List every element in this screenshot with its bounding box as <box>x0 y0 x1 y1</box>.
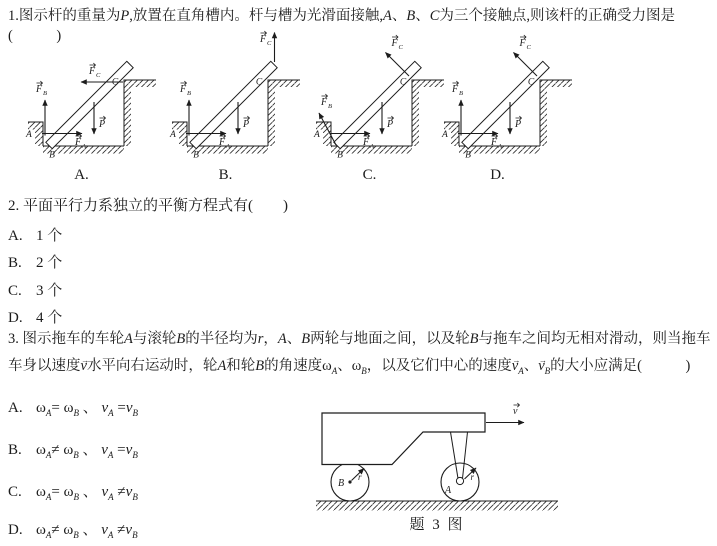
figure-option-label: D. <box>490 167 505 183</box>
groove-rod-figure <box>24 30 159 161</box>
svg-text:F: F <box>36 84 43 95</box>
figure-caption: 题 3 图 <box>409 517 465 533</box>
figure-option-label: B. <box>218 167 233 183</box>
groove-rod-figure <box>440 30 575 161</box>
svg-text:F: F <box>321 97 328 108</box>
svg-text:B: B <box>43 90 47 97</box>
svg-text:F: F <box>260 34 267 45</box>
svg-text:A: A <box>226 143 230 150</box>
svg-text:B: B <box>187 90 191 97</box>
option-label: C. <box>8 484 22 500</box>
svg-text:C: C <box>96 72 101 79</box>
option-label: B. <box>8 255 22 272</box>
q2-option-c <box>8 279 62 300</box>
option-math: $\omega_A\ne \omega_B$ 、 $v_A \ne v_B$ <box>36 522 138 540</box>
svg-text:B: B <box>459 90 463 97</box>
svg-text:B: B <box>465 150 471 161</box>
svg-text:B: B <box>338 478 345 489</box>
svg-text:F: F <box>363 137 370 148</box>
option-label: C. <box>8 282 22 299</box>
svg-text:B: B <box>328 103 332 110</box>
svg-text:F: F <box>180 84 187 95</box>
q2-option-d <box>8 306 62 327</box>
option-label: A. <box>8 228 23 244</box>
svg-text:F: F <box>219 137 226 148</box>
trailer-figure <box>312 400 562 514</box>
svg-text:A: A <box>442 130 448 140</box>
svg-text:C: C <box>111 77 119 88</box>
option-label: D. <box>8 522 23 538</box>
svg-text:r: r <box>470 472 475 482</box>
force-diagram-d <box>440 30 575 184</box>
force-diagram-b <box>168 30 303 184</box>
q3-option-b <box>8 438 138 459</box>
svg-text:C: C <box>267 40 272 47</box>
svg-text:A: A <box>445 485 452 496</box>
figure-option-label: C. <box>362 167 377 183</box>
svg-text:v: v <box>513 406 518 417</box>
svg-text:B: B <box>337 150 343 161</box>
svg-text:C: C <box>526 44 531 51</box>
question-3-text: 3. 图示拖车的车轮A与滚轮B的半径均为r，A、B两轮与地面之间，以及轮B与拖车之间均无相对滑动，则当拖车车身以速度→ v水平向右运动时，轮A和轮B的角速度$\omega_A$、$\omega_B$，以及它们中心的速度→ $v_A$、→ $v_B$的大小应满足( ) <box>8 326 715 380</box>
svg-text:P: P <box>387 119 394 130</box>
question-3-figure <box>312 400 562 514</box>
option-text: 1 个 <box>36 228 63 244</box>
svg-text:C: C <box>398 44 403 51</box>
svg-text:A: A <box>314 130 320 140</box>
option-math: $\omega_A= \omega_B$ 、 $v_A =v_B$ <box>36 400 139 418</box>
option-text: 4 个 <box>36 310 63 327</box>
svg-text:F: F <box>391 38 398 49</box>
question-1-figures <box>0 30 717 190</box>
svg-text:B: B <box>193 150 199 161</box>
svg-text:B: B <box>49 150 55 161</box>
svg-text:P: P <box>515 119 522 130</box>
q2-option-a <box>8 224 62 245</box>
force-diagram-c <box>312 30 447 184</box>
force-diagram-a <box>24 30 159 184</box>
question-2 <box>8 196 368 331</box>
question-3-options <box>8 396 308 546</box>
svg-text:F: F <box>519 38 526 49</box>
groove-rod-figure <box>312 30 447 161</box>
svg-text:C: C <box>399 77 407 88</box>
svg-text:F: F <box>491 137 498 148</box>
option-text: 3 个 <box>36 282 63 299</box>
svg-text:F: F <box>452 84 459 95</box>
svg-text:A: A <box>26 130 32 140</box>
svg-text:A: A <box>498 143 502 150</box>
svg-text:r: r <box>358 472 362 482</box>
svg-text:F: F <box>75 137 82 148</box>
option-math: $\omega_A= \omega_B$ 、 $v_A \ne v_B$ <box>36 484 138 502</box>
groove-rod-figure <box>168 30 303 161</box>
q3-option-a <box>8 396 138 417</box>
option-label: A. <box>8 400 23 416</box>
svg-text:A: A <box>82 143 86 150</box>
svg-text:A: A <box>370 143 374 150</box>
option-math: $\omega_A\ne \omega_B$ 、 $v_A =v_B$ <box>36 442 138 460</box>
option-text: 2 个 <box>36 255 63 272</box>
svg-text:F: F <box>89 66 96 77</box>
svg-text:P: P <box>243 119 250 130</box>
svg-text:C: C <box>527 77 535 88</box>
q3-option-d <box>8 518 138 539</box>
q2-option-b <box>8 251 62 272</box>
question-2-text: 2. 平面平行力系独立的平衡方程式有( ) <box>8 198 288 214</box>
svg-text:A: A <box>170 130 176 140</box>
q3-option-c <box>8 480 138 501</box>
svg-text:P: P <box>99 119 106 130</box>
figure-option-label: A. <box>74 167 89 183</box>
option-label: B. <box>8 442 22 458</box>
svg-text:C: C <box>255 77 263 88</box>
option-label: D. <box>8 310 23 327</box>
question-1-text: 1.图示杆的重量为P,放置在直角槽内。杆与槽为光滑面接触,A、B、C为三个接触点,则该杆的正确受力图是( ) <box>8 8 675 44</box>
